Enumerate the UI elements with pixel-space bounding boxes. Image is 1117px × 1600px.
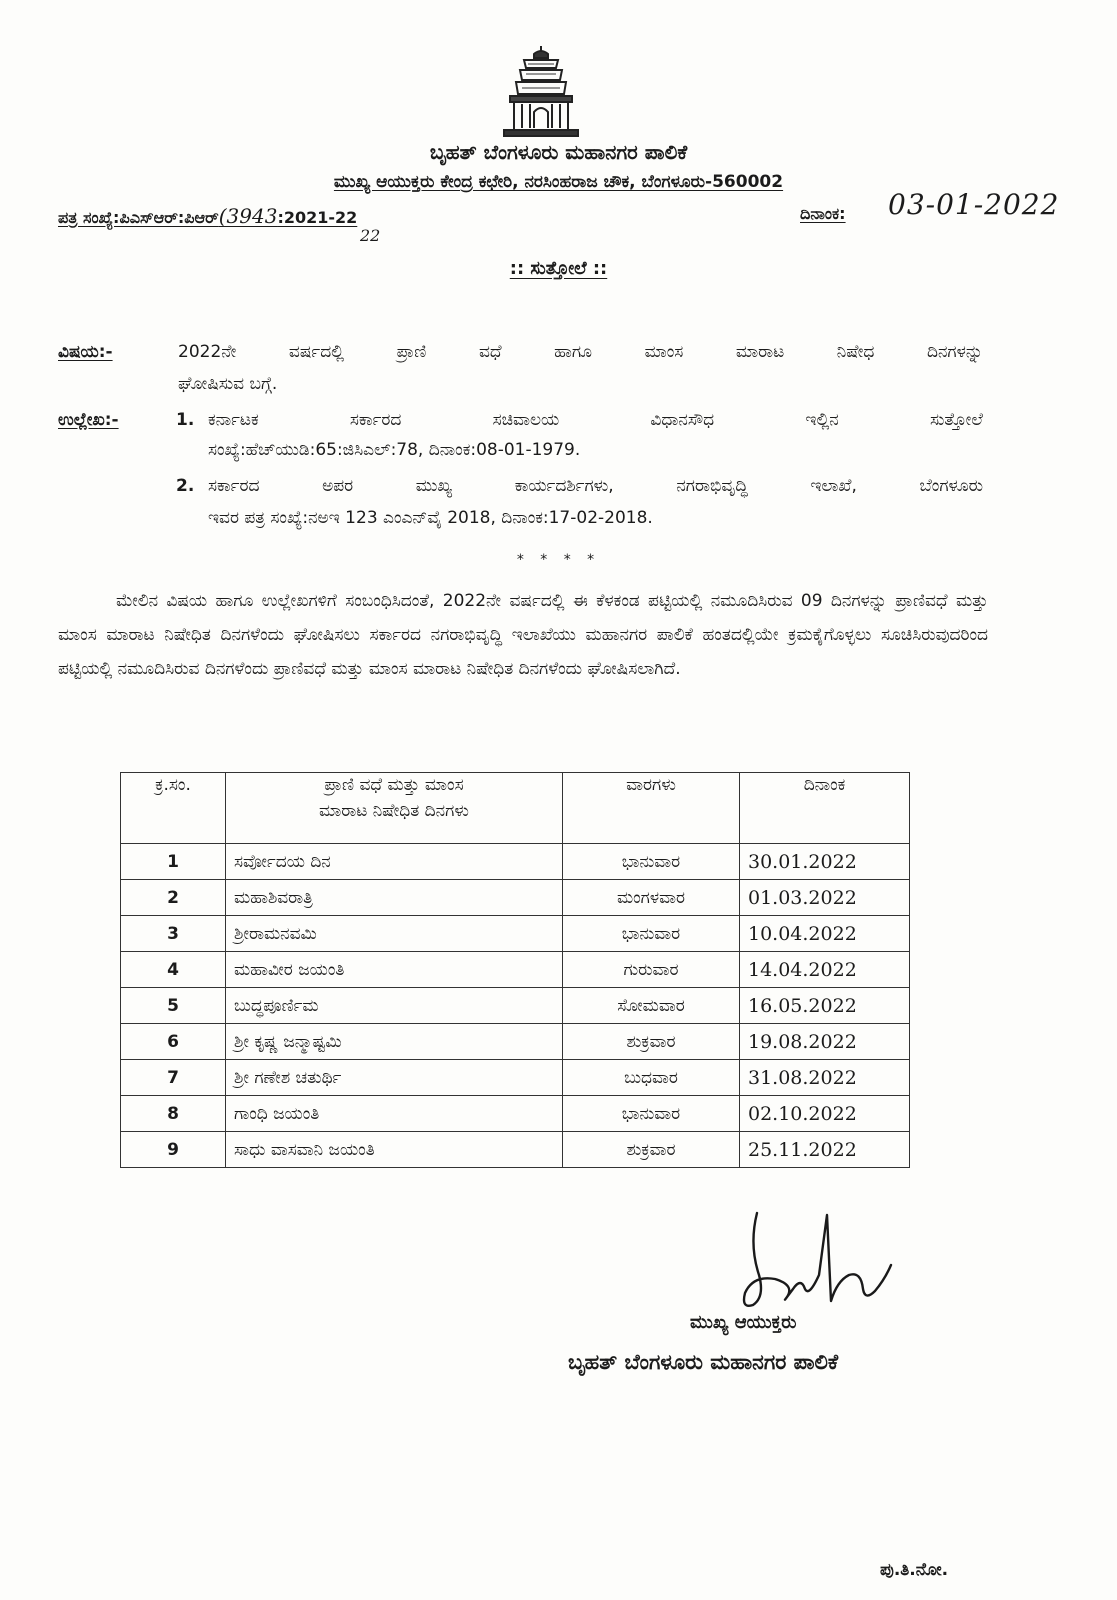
cell-day-name: ಗಾಂಧಿ ಜಯಂತಿ: [226, 1096, 563, 1132]
reference-1-number: 1.: [176, 410, 195, 430]
cell-weekday: ಮಂಗಳವಾರ: [563, 880, 740, 916]
header-serial-number: ಕ್ರ.ಸಂ.: [121, 773, 226, 844]
subject-line-1: 2022ನೇ ವರ್ಷದಲ್ಲಿ ಪ್ರಾಣಿ ವಧೆ ಹಾಗೂ ಮಾಂಸ ಮಾರಾಟ ನಿಷೇಧ ದಿನಗಳನ್ನು: [178, 342, 983, 362]
organization-name: ಬೃಹತ್ ಬೆಂಗಳೂರು ಮಹಾನಗರ ಪಾಲಿಕೆ: [429, 140, 688, 164]
prohibited-days-table: [120, 772, 910, 1168]
cell-date: 16.05.2022: [740, 988, 910, 1024]
office-address: ಮುಖ್ಯ ಆಯುಕ್ತರು ಕೇಂದ್ರ ಕಛೇರಿ, ನರಸಿಂಹರಾಜ ಚೌಕ, ಬೆಂಗಳೂರು-560002: [333, 172, 784, 192]
table-row: [121, 1060, 910, 1096]
cell-weekday: ಭಾನುವಾರ: [563, 1096, 740, 1132]
table-row: [121, 1024, 910, 1060]
cell-weekday: ಭಾನುವಾರ: [563, 916, 740, 952]
table-row: [121, 1132, 910, 1168]
reference-handwritten-sub: 22: [360, 226, 381, 245]
cell-date: 30.01.2022: [740, 844, 910, 880]
reference-1-line-1: ಕರ್ನಾಟಕ ಸರ್ಕಾರದ ಸಚಿವಾಲಯ ವಿಧಾನಸೌಧ ಇಲ್ಲಿನ ಸುತ್ತೋಲೆ: [208, 410, 983, 430]
pto-note: ಪು.ತಿ.ನೋ.: [880, 1560, 949, 1580]
table-row: [121, 952, 910, 988]
cell-date: 01.03.2022: [740, 880, 910, 916]
cell-number: 7: [121, 1060, 226, 1096]
cell-date: 10.04.2022: [740, 916, 910, 952]
table-header-row: [121, 773, 910, 844]
cell-number: 3: [121, 916, 226, 952]
cell-day-name: ಶ್ರೀ ಕೃಷ್ಣ ಜನ್ಮಾಷ್ಟಮಿ: [226, 1024, 563, 1060]
cell-day-name: ಸರ್ವೋದಯ ದಿನ: [226, 844, 563, 880]
cell-date: 31.08.2022: [740, 1060, 910, 1096]
cell-weekday: ಶುಕ್ರವಾರ: [563, 1132, 740, 1168]
reference-label: ಉಲ್ಲೇಖ:-: [58, 410, 119, 430]
cell-day-name: ಮಹಾವೀರ ಜಯಂತಿ: [226, 952, 563, 988]
subject-line-2: ಘೋಷಿಸುವ ಬಗ್ಗೆ.: [178, 374, 278, 394]
table-row: [121, 1096, 910, 1132]
table-row: [121, 988, 910, 1024]
body-paragraph: ಮೇಲಿನ ವಿಷಯ ಹಾಗೂ ಉಲ್ಲೇಖಗಳಿಗೆ ಸಂಬಂಧಿಸಿದಂತೆ, 2022ನೇ ವರ್ಷದಲ್ಲಿ ಈ ಕೆಳಕಂಡ ಪಟ್ಟಿಯಲ್ಲಿ ನಮೂದಿಸಿರುವ 09 ದಿನಗಳನ್ನು ಪ್ರಾಣಿವಧೆ ಮತ್ತು ಮಾಂಸ ಮಾರಾಟ ನಿಷೇಧಿತ ದಿನಗಳೆಂದು ಘೋಷಿಸಲು ಸರ್ಕಾರದ ನಗರಾಭಿವೃದ್ಧಿ ಇಲಾಖೆಯು ಮಹಾನಗರ ಪಾಲಿಕೆ ಹಂತದಲ್ಲಿಯೇ ಕ್ರಮಕೈಗೊಳ್ಳಲು ಸೂಚಿಸಿರುವುದರಿಂದ ಪಟ್ಟಿಯಲ್ಲಿ ನಮೂದಿಸಿರುವ ದಿನಗಳೆಂದು ಪ್ರಾಣಿವಧೆ ಮತ್ತು ಮಾಂಸ ಮಾರಾಟ ನಿಷೇಧಿತ ದಿನಗಳೆಂದು ಘೋಷಿಸಲಾಗಿದೆ.: [58, 591, 988, 679]
cell-date: 19.08.2022: [740, 1024, 910, 1060]
table-row: [121, 916, 910, 952]
date-label: ದಿನಾಂಕ:: [800, 204, 846, 223]
cell-day-name: ಸಾಧು ವಾಸವಾನಿ ಜಯಂತಿ: [226, 1132, 563, 1168]
cell-number: 9: [121, 1132, 226, 1168]
cell-number: 4: [121, 952, 226, 988]
signatory-designation: ಮುಖ್ಯ ಆಯುಕ್ತರು: [690, 1312, 797, 1333]
cell-day-name: ಬುದ್ಧಪೂರ್ಣಿಮ: [226, 988, 563, 1024]
cell-number: 6: [121, 1024, 226, 1060]
cell-date: 14.04.2022: [740, 952, 910, 988]
cell-weekday: ಭಾನುವಾರ: [563, 844, 740, 880]
reference-2-line-1: ಸರ್ಕಾರದ ಅಪರ ಮುಖ್ಯ ಕಾರ್ಯದರ್ಶಿಗಳು, ನಗರಾಭಿವೃದ್ಧಿ ಇಲಾಖೆ, ಬೆಂಗಳೂರು: [208, 476, 983, 496]
header-weekday: ವಾರಗಳು: [563, 773, 740, 844]
reference-1-line-2: ಸಂಖ್ಯೆ:ಹೆಚ್‌ಯುಡಿ:65:ಜಿಸಿಎಲ್:78, ದಿನಾಂಕ:08-01-1979.: [208, 440, 581, 460]
table-row: [121, 844, 910, 880]
letter-reference-number: ಪತ್ರ ಸಂಖ್ಯೆ:ಪಿಎಸ್‌ಆರ್:ಪಿಆರ್(3943:2021-22: [58, 204, 358, 228]
header-date: ದಿನಾಂಕ: [740, 773, 910, 844]
cell-number: 5: [121, 988, 226, 1024]
cell-day-name: ಶ್ರೀ ಗಣೇಶ ಚತುರ್ಥಿ: [226, 1060, 563, 1096]
section-separator: * * * *: [516, 552, 601, 568]
cell-number: 8: [121, 1096, 226, 1132]
cell-date: 02.10.2022: [740, 1096, 910, 1132]
cell-day-name: ಮಹಾಶಿವರಾತ್ರಿ: [226, 880, 563, 916]
cell-number: 1: [121, 844, 226, 880]
cell-weekday: ಬುಧವಾರ: [563, 1060, 740, 1096]
handwritten-date: 03-01-2022: [888, 188, 1060, 221]
reference-2-number: 2.: [176, 476, 195, 496]
reference-2-line-2: ಇವರ ಪತ್ರ ಸಂಖ್ಯೆ:ನಅಇ 123 ಎಂಎನ್‌ವೈ 2018, ದಿನಾಂಕ:17-02-2018.: [208, 508, 653, 528]
cell-date: 25.11.2022: [740, 1132, 910, 1168]
table-row: [121, 880, 910, 916]
circular-title: :: ಸುತ್ತೋಲೆ ::: [509, 258, 608, 279]
subject-label: ವಿಷಯ:-: [58, 342, 113, 362]
cell-weekday: ಶುಕ್ರವಾರ: [563, 1024, 740, 1060]
handwritten-signature: [735, 1205, 900, 1315]
bbmp-temple-emblem-icon: [496, 42, 586, 138]
cell-number: 2: [121, 880, 226, 916]
signatory-organization: ಬೃಹತ್ ಬೆಂಗಳೂರು ಮಹಾನಗರ ಪಾಲಿಕೆ: [568, 1350, 839, 1374]
cell-weekday: ಸೋಮವಾರ: [563, 988, 740, 1024]
cell-day-name: ಶ್ರೀರಾಮನವಮಿ: [226, 916, 563, 952]
cell-weekday: ಗುರುವಾರ: [563, 952, 740, 988]
header-prohibited-days: ಪ್ರಾಣಿ ವಧೆ ಮತ್ತು ಮಾಂಸ ಮಾರಾಟ ನಿಷೇಧಿತ ದಿನಗಳು: [226, 773, 563, 844]
